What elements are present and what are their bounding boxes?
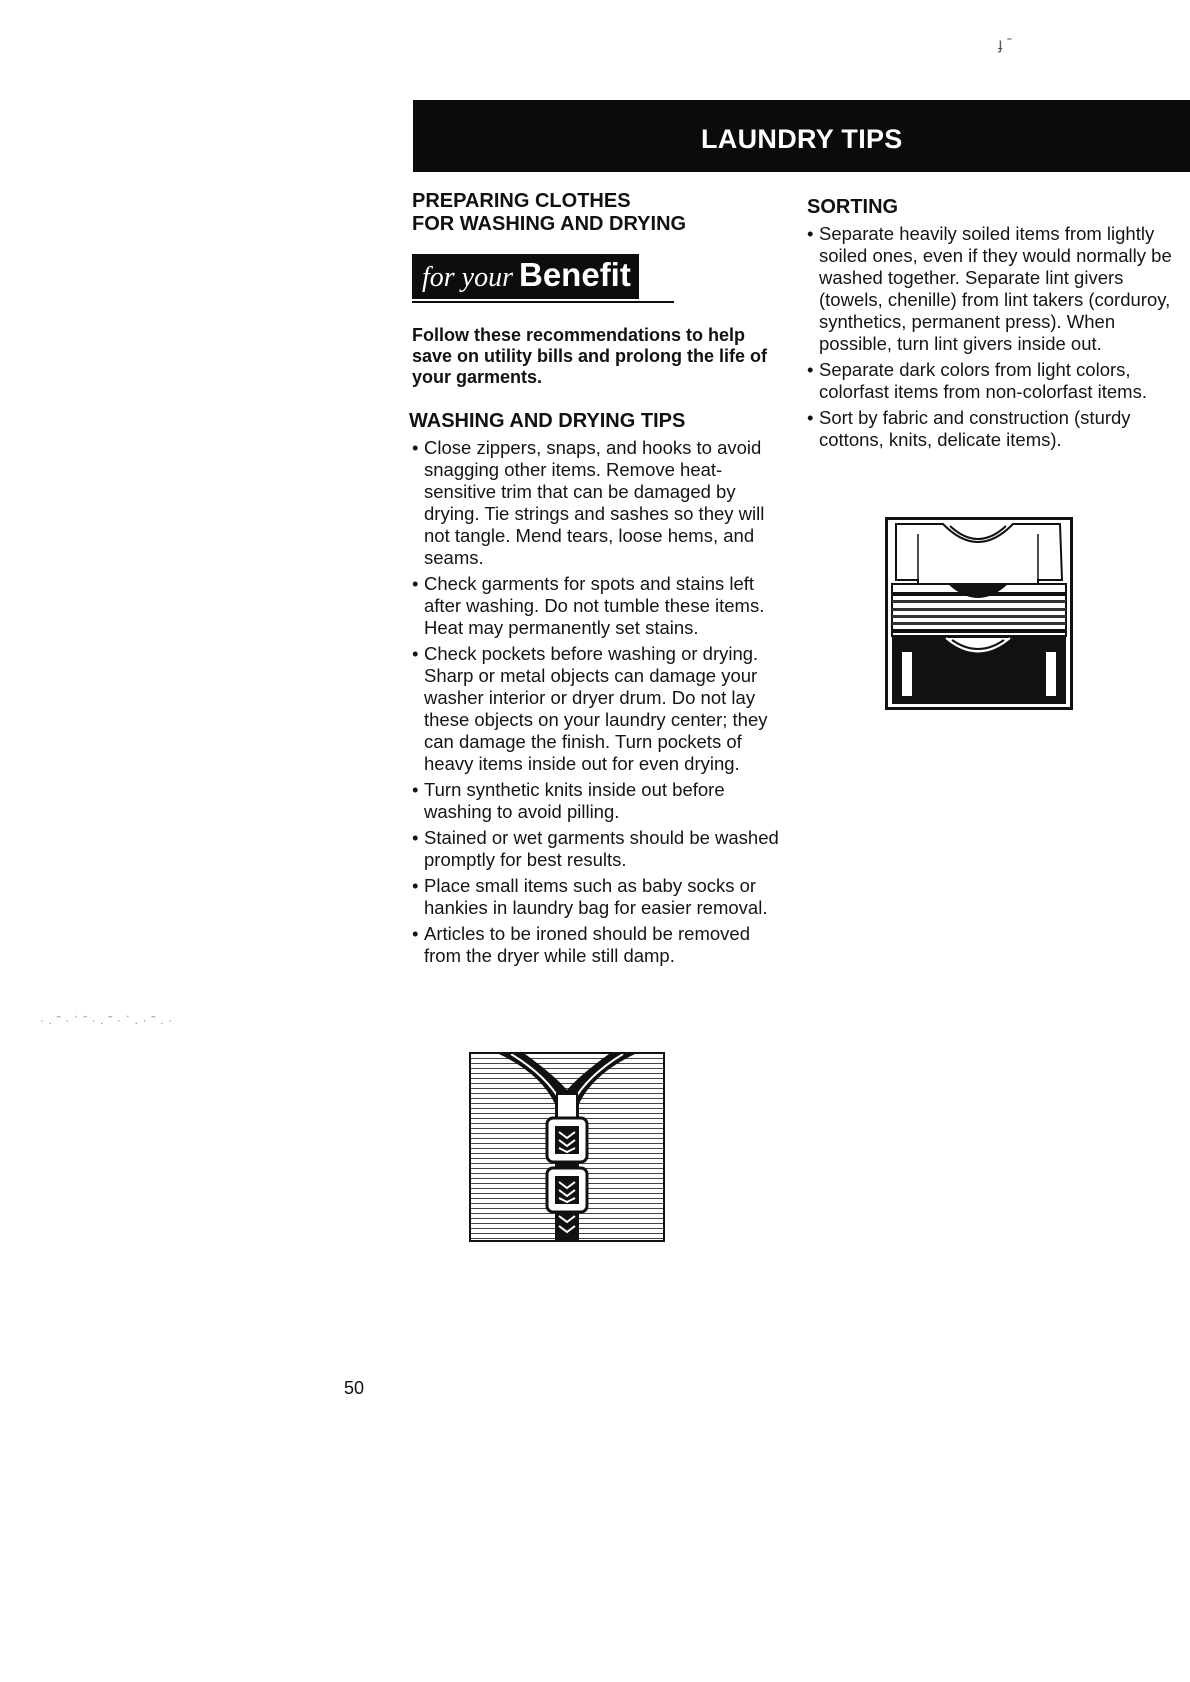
sorting-tips-list	[807, 223, 1190, 451]
shirts-icon	[888, 520, 1070, 707]
list-item: • Place small items such as baby socks or hankies in laundry bag for easier removal.	[412, 875, 787, 919]
list-item: • Check garments for spots and stains left after washing. Do not tumble these items. Heat may permanently set stains.	[412, 573, 787, 639]
scan-mark: ɟ ˉ	[998, 36, 1013, 53]
list-item: • Articles to be ironed should be removed from the dryer while still damp.	[412, 923, 787, 967]
preparing-heading-line1: PREPARING CLOTHES	[412, 190, 631, 212]
list-item: • Close zippers, snaps, and hooks to avoid snagging other items. Remove heat-sensitive trim that can be damaged by drying. Tie strings and sashes so they will not tangle. Mend tears, loose hems, and seams.	[412, 437, 787, 569]
left-column	[409, 190, 787, 971]
for-your-benefit-logo	[412, 254, 639, 299]
right-column	[807, 196, 1190, 455]
intro-text: Follow these recommendations to help save on utility bills and prolong the life of your garments.	[412, 325, 768, 387]
preparing-heading	[412, 190, 787, 236]
list-item: • Separate heavily soiled items from lightly soiled ones, even if they would normally be washed together. Separate lint givers (towels, chenille) from lint takers (corduroy, synthetics, permanent press). When possible, turn lint givers inside out.	[807, 223, 1190, 355]
stacked-shirts-illustration	[885, 517, 1073, 710]
preparing-heading-line2: FOR WASHING AND DRYING	[412, 213, 687, 235]
sorting-heading: SORTING	[807, 196, 899, 218]
washing-tips-list	[412, 437, 787, 967]
washing-drying-heading: WASHING AND DRYING TIPS	[409, 410, 686, 432]
section-banner	[413, 100, 1190, 172]
banner-title: LAUNDRY TIPS	[701, 124, 903, 154]
benefit-logo-bold: Benefit	[519, 256, 631, 293]
benefit-logo-italic: for your	[422, 262, 513, 293]
list-item: • Separate dark colors from light colors, colorfast items from non-colorfast items.	[807, 359, 1190, 403]
list-item: • Check pockets before washing or drying. Sharp or metal objects can damage your washer interior or dryer drum. Do not lay these objects on your laundry center; they can damage the finish. Turn pockets of heavy items inside out for even drying.	[412, 643, 787, 775]
page-number: 50	[344, 1378, 365, 1398]
list-item: • Turn synthetic knits inside out before washing to avoid pilling.	[412, 779, 787, 823]
benefit-underline	[412, 301, 674, 303]
zipper-illustration	[469, 1052, 665, 1242]
zipper-icon	[471, 1054, 663, 1240]
list-item: • Stained or wet garments should be washed promptly for best results.	[412, 827, 787, 871]
scan-specks: · . ˜ · ` ˝ · . ˜ · ` . · ˜ . ·	[40, 1015, 174, 1027]
list-item: • Sort by fabric and construction (sturdy cottons, knits, delicate items).	[807, 407, 1190, 451]
